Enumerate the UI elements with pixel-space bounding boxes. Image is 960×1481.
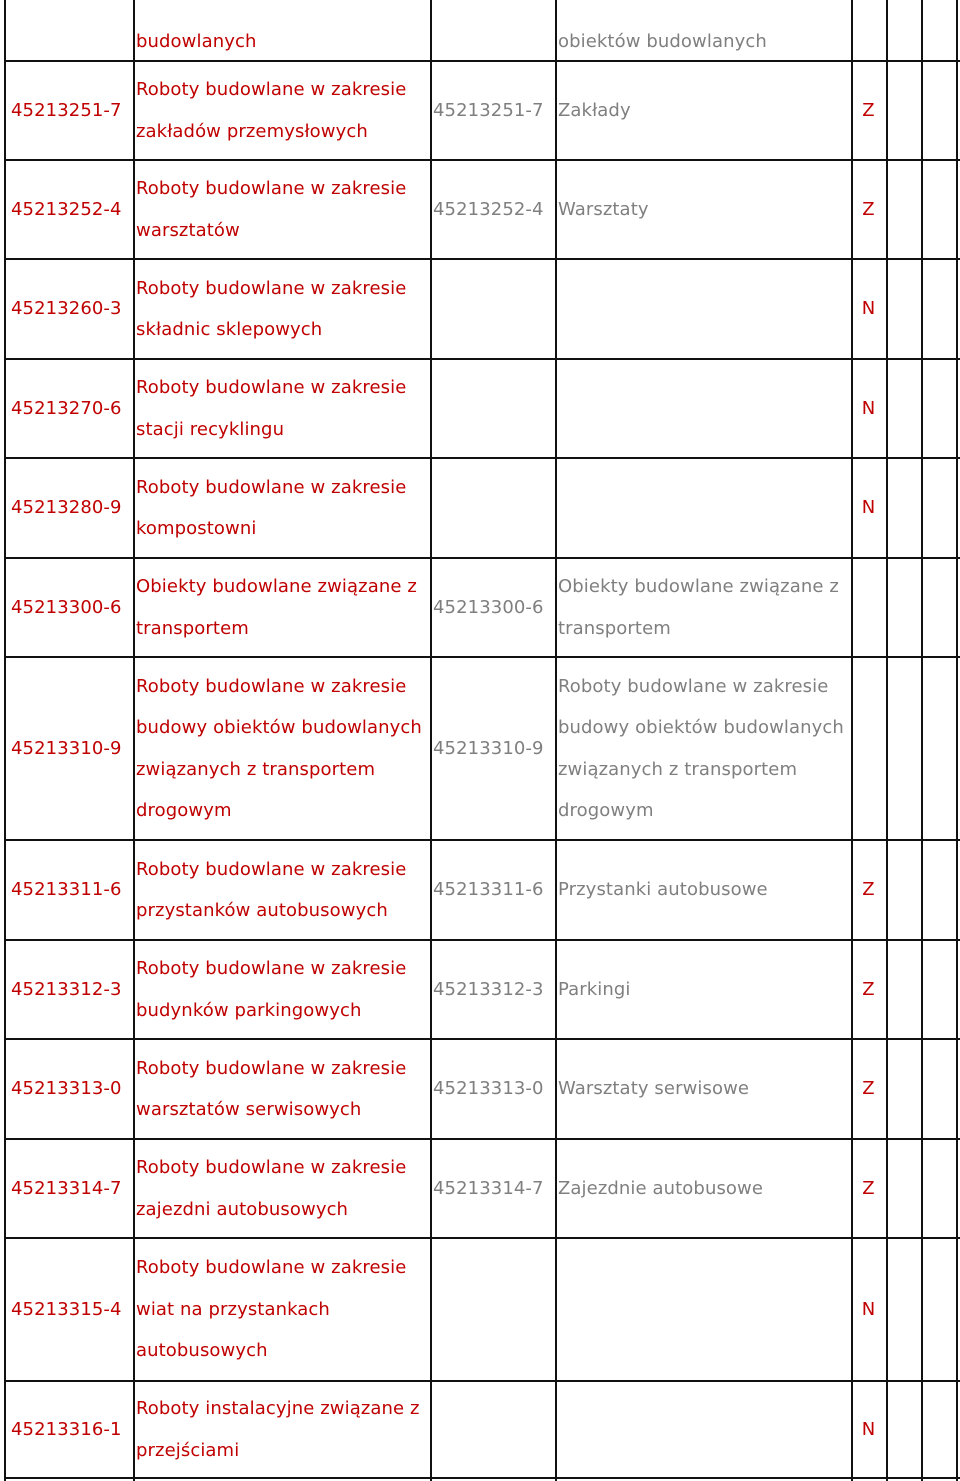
flag-value: N: [861, 497, 876, 519]
table-row: [0, 62, 960, 159]
mapped-description-cell: [558, 1140, 848, 1237]
cpv-description: Roboty budowlane w zakresie warsztatów serwisowych: [136, 1057, 407, 1120]
flag-value: Z: [862, 1177, 875, 1199]
flag-value: Z: [862, 1078, 875, 1100]
table-row: [0, 658, 960, 839]
flag-cell: [851, 161, 886, 258]
code-cell: [11, 1382, 122, 1477]
mapped-description-cell: [558, 1239, 848, 1380]
flag-value: N: [861, 1418, 876, 1440]
mapped-description: Warsztaty serwisowe: [558, 1078, 750, 1100]
cpv-description: Roboty budowlane w zakresie stacji recyklingu: [136, 377, 407, 440]
mapped-code: 45213310-9: [433, 737, 544, 759]
flag-cell: [851, 658, 886, 839]
cpv-code: 45213251-7: [11, 99, 122, 121]
flag-value: Z: [862, 198, 875, 220]
mapped-code: 45213313-0: [433, 1078, 544, 1100]
cpv-description: Obiekty budowlane związane z transportem: [136, 576, 417, 639]
table-row: [0, 841, 960, 939]
code-cell: [11, 658, 122, 839]
cpv-description: Roboty budowlane w zakresie budowy obiektów budowlanych związanych z transportem drogowym: [136, 675, 422, 821]
flag-cell: [851, 1382, 886, 1477]
cpv-code: 45213313-0: [11, 1078, 122, 1100]
table-row: [0, 1382, 960, 1477]
mapped-code-cell: [433, 1040, 544, 1138]
cpv-description: Roboty budowlane w zakresie składnic sklepowych: [136, 277, 407, 340]
mapped-description-cell: [558, 459, 848, 557]
description-cell: [136, 559, 430, 656]
mapped-description-cell: [558, 841, 848, 939]
code-cell: [11, 841, 122, 939]
cpv-code: 45213312-3: [11, 978, 122, 1000]
flag-value: N: [861, 1298, 876, 1320]
code-cell: [11, 260, 122, 358]
flag-cell: [851, 360, 886, 457]
description-cell: [136, 941, 430, 1038]
cpv-description: Roboty budowlane w zakresie budynków parkingowych: [136, 958, 407, 1021]
description-cell: [136, 1239, 430, 1380]
description-cell: [136, 62, 430, 159]
flag-value: Z: [862, 879, 875, 901]
description-cell: [136, 658, 430, 839]
mapped-code-cell: [433, 841, 544, 939]
mapped-description: Obiekty budowlane związane z transportem: [558, 576, 839, 639]
code-cell: [11, 1140, 122, 1237]
description-cell: [136, 260, 430, 358]
mapped-code-cell: [433, 559, 544, 656]
table-row: [0, 260, 960, 358]
flag-cell: [851, 559, 886, 656]
mapped-description-cell: [558, 941, 848, 1038]
mapped-description-cell: [558, 1040, 848, 1138]
code-cell: [11, 559, 122, 656]
mapped-code: 45213252-4: [433, 198, 544, 220]
cpv-code: 45213270-6: [11, 397, 122, 419]
mapped-code-cell: [433, 62, 544, 159]
flag-cell: [851, 260, 886, 358]
table-row: [0, 1140, 960, 1237]
code-cell: [11, 161, 122, 258]
flag-value: Z: [862, 978, 875, 1000]
mapped-code: 45213300-6: [433, 596, 544, 618]
code-cell: [11, 1239, 122, 1380]
flag-cell: [851, 841, 886, 939]
table-row: [0, 161, 960, 258]
cpv-description: Roboty instalacyjne związane z przejściami: [136, 1398, 420, 1461]
description-cell: [136, 841, 430, 939]
cpv-code: 45213314-7: [11, 1177, 122, 1199]
mapped-code: 45213312-3: [433, 978, 544, 1000]
description-cell: [136, 1040, 430, 1138]
mapped-description: Roboty budowlane w zakresie budowy obiektów budowlanych związanych z transportem drogowym: [558, 675, 844, 821]
mapped-description-cell: [558, 260, 848, 358]
mapped-description: Parkingi: [558, 978, 631, 1000]
code-cell: [11, 1040, 122, 1138]
mapped-code-cell: [433, 658, 544, 839]
mapped-description: Zakłady: [558, 99, 631, 121]
flag-cell: [851, 1040, 886, 1138]
cpv-description: Roboty budowlane w zakresie warsztatów: [136, 178, 407, 241]
mapped-description-cell: [558, 161, 848, 258]
table-row: [0, 559, 960, 656]
description-cell: [136, 161, 430, 258]
mapped-description: obiektów budowlanych: [558, 30, 767, 52]
flag-value: N: [861, 298, 876, 320]
cpv-code: 45213280-9: [11, 497, 122, 519]
mapped-code: 45213251-7: [433, 99, 544, 121]
mapped-description-cell: [558, 1382, 848, 1477]
mapped-description: Warsztaty: [558, 198, 649, 220]
description-cell: [136, 1140, 430, 1237]
flag-cell: [851, 1239, 886, 1380]
table-row: [0, 459, 960, 557]
cpv-description: Roboty budowlane w zakresie zakładów przemysłowych: [136, 79, 407, 142]
flag-value: Z: [862, 99, 875, 121]
row-divider: [4, 1477, 960, 1479]
description-cell: [136, 360, 430, 457]
table-row: [0, 941, 960, 1038]
cpv-code: 45213260-3: [11, 298, 122, 320]
flag-cell: [851, 1140, 886, 1237]
mapped-code-cell: [433, 161, 544, 258]
table-row: [0, 1040, 960, 1138]
cpv-description: Roboty budowlane w zakresie wiat na przystankach autobusowych: [136, 1257, 407, 1362]
mapped-description-cell: [558, 559, 848, 656]
description-cell: [136, 1382, 430, 1477]
cpv-description: Roboty budowlane w zakresie przystanków autobusowych: [136, 858, 407, 921]
cpv-code: 45213315-4: [11, 1298, 122, 1320]
mapped-description: Przystanki autobusowe: [558, 879, 768, 901]
table-row: [0, 360, 960, 457]
flag-cell: [851, 459, 886, 557]
cpv-description: Roboty budowlane w zakresie kompostowni: [136, 476, 407, 539]
cpv-code: 45213252-4: [11, 198, 122, 220]
mapped-description: Zajezdnie autobusowe: [558, 1177, 764, 1199]
code-cell: [11, 941, 122, 1038]
table-row: [0, 1239, 960, 1380]
flag-cell: [851, 62, 886, 159]
code-cell: [11, 360, 122, 457]
cpv-code: 45213300-6: [11, 596, 122, 618]
mapped-code-cell: [433, 1140, 544, 1237]
mapped-description-cell: [558, 658, 848, 839]
mapped-code: 45213314-7: [433, 1177, 544, 1199]
description-cell: [136, 459, 430, 557]
flag-value: N: [861, 397, 876, 419]
cpv-code: 45213316-1: [11, 1418, 122, 1440]
cpv-code: 45213311-6: [11, 879, 122, 901]
code-cell: [11, 459, 122, 557]
code-cell: [11, 62, 122, 159]
mapped-code: 45213311-6: [433, 879, 544, 901]
cpv-description: Roboty budowlane w zakresie zajezdni autobusowych: [136, 1157, 407, 1220]
flag-cell: [851, 941, 886, 1038]
mapped-description-cell: [558, 62, 848, 159]
mapped-code-cell: [433, 941, 544, 1038]
mapped-description-cell: [558, 360, 848, 457]
cpv-code: 45213310-9: [11, 737, 122, 759]
cpv-description: budowlanych: [136, 30, 257, 52]
